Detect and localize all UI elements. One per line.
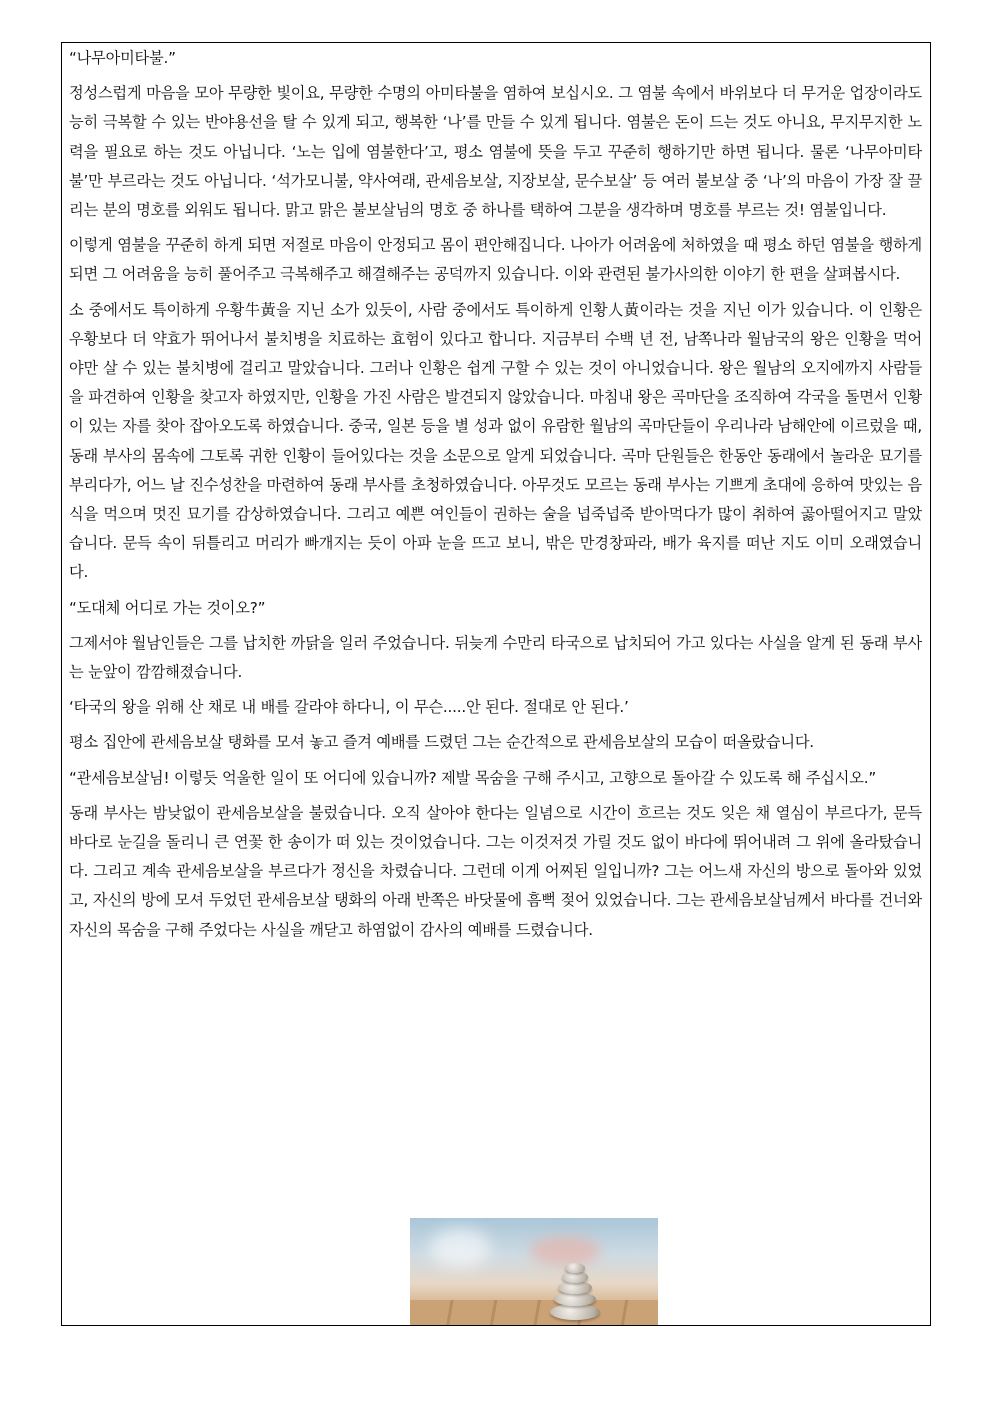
- quote-namo-amitabul: “나무아미타불.”: [69, 49, 176, 67]
- zen-stones-image: [410, 1218, 658, 1325]
- paragraph-yeombul-merit: 이렇게 염불을 꾸준히 하게 되면 저절로 마음이 안정되고 몸이 편안해집니다. 나아가 어려움에 처하였을 때 평소 하던 염불을 행하게 되면 그 어려움을 능히 풀어주고 극복해주고 해결해주는 공덕까지 있습니다. 이와 관련된 불가사의한 이야기 한 편을 살펴봅시다.: [69, 236, 922, 284]
- paragraph-rescue: 동래 부사는 밤낮없이 관세음보살을 불렀습니다. 오직 살아야 한다는 일념으로 시간이 흐르는 것도 잊은 채 열심이 부르다가, 문득 바다로 눈길을 돌리니 큰 연꽃 한 송이가 떠 있는 것이었습니다. 그는 이것저것 가릴 것도 없이 바다에 뛰어내려 그 위에 올라탔습니다. 그리고 계속 관세음보살을 부르다가 정신을 차렸습니다. 그런데 이게 어찌된 일입니까? 그는 어느새 자신의 방으로 돌아와 있었고, 자신의 방에 모셔 두었던 관세음보살 탱화의 아래 반쪽은 바닷물에 흠뻑 젖어 있었습니다. 그는 관세음보살님께서 바다를 건너와 자신의 목숨을 구해 주었다는 사실을 깨닫고 하염없이 감사의 예배를 드렸습니다.: [69, 803, 922, 939]
- paragraph-prayer: “관세음보살님! 이렇듯 억울한 일이 또 어디에 있습니까? 제발 목숨을 구해 주시고, 고향으로 돌아갈 수 있도록 해 주십시오.”: [69, 768, 876, 787]
- paragraph-gwanseeum-recall: 평소 집안에 관세음보살 탱화를 모셔 놓고 즐겨 예배를 드렸던 그는 순간적으로 관세음보살의 모습이 떠올랐습니다.: [69, 733, 814, 752]
- quote-where-going: “도대체 어디로 가는 것이오?”: [69, 598, 266, 617]
- quote-inner-thought: ‘타국의 왕을 위해 산 채로 내 배를 갈라야 하다니, 이 무슨.....안 된다. 절대로 안 된다.’: [69, 698, 629, 717]
- paragraph-kidnap-reason: 그제서야 월남인들은 그를 납치한 까닭을 일러 주었습니다. 뒤늦게 수만리 타국으로 납치되어 가고 있다는 사실을 알게 된 동래 부사는 눈앞이 깜깜해졌습니다.: [69, 633, 922, 682]
- paragraph-yeombul-intro: 정성스럽게 마음을 모아 무량한 빛이요, 무량한 수명의 아미타불을 염하여 보십시오. 그 염불 속에서 바위보다 더 무거운 업장이라도 능히 극복할 수 있는 반야용선을 탈 수 있게 되고, 행복한 ‘나’를 만들 수 있게 됩니다. 염불은 돈이 드는 것도 아니요, 무지무지한 노력을 필요로 하는 것도 아닙니다. ‘노는 입에 염불한다’고, 평소 염불에 뜻을 두고 꾸준히 행하기만 하면 됩니다. 물론 ‘나무아미타불’만 부르라는 것도 아닙니다. ‘석가모니불, 약사여래, 관세음보살, 지장보살, 문수보살’ 등 여러 불보살 중 ‘나’의 마음이 가장 잘 끌리는 분의 명호를 외워도 됩니다. 맑고 맑은 불보살님의 명호 중 하나를 택하여 그분을 생각하며 명호를 부르는 것! 염불입니다.: [69, 84, 922, 220]
- article-body: [69, 44, 922, 951]
- paragraph-inhwang-story: 소 중에서도 특이하게 우황牛黃을 지닌 소가 있듯이, 사람 중에서도 특이하게 인황人黃이라는 것을 지닌 이가 있습니다. 이 인황은 우황보다 더 약효가 뛰어나서 불치병을 치료하는 효험이 있다고 합니다. 지금부터 수백 년 전, 남쪽나라 월남국의 왕은 인황을 먹어야만 살 수 있는 불치병에 걸리고 말았습니다. 그러나 인황은 쉽게 구할 수 있는 것이 아니었습니다. 왕은 월남의 오지에까지 사람들을 파견하여 인황을 찾고자 하였지만, 인황을 가진 사람은 발견되지 않았습니다. 마침내 왕은 곡마단을 조직하여 각국을 돌면서 인황이 있는 자를 찾아 잡아오도록 하였습니다. 중국, 일본 등을 별 성과 없이 유람한 월남의 곡마단들이 우리나라 남해안에 이르렀을 때, 동래 부사의 몸속에 그토록 귀한 인황이 들어있다는 것을 소문으로 알게 되었습니다. 곡마 단원들은 한동안 동래에서 놀라운 묘기를 부리다가, 어느 날 진수성찬을 마련하여 동래 부사를 초청하였습니다. 아무것도 모르는 동래 부사는 기쁘게 초대에 응하여 맛있는 음식을 먹으며 멋진 묘기를 감상하였습니다. 그리고 예쁜 여인들이 권하는 술을 넙죽넙죽 받아먹다가 많이 취하여 곯아떨어지고 말았습니다. 문득 속이 뒤틀리고 머리가 빠개지는 듯이 아파 눈을 뜨고 보니, 밖은 만경창파라, 배가 육지를 떠난 지도 이미 오래였습니다.: [69, 300, 922, 582]
